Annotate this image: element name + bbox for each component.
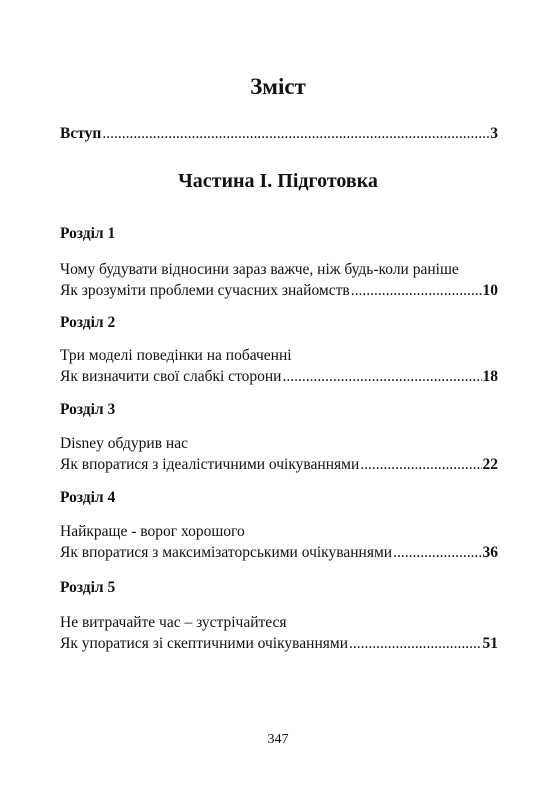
dot-leader (360, 455, 481, 475)
toc-entry-intro (60, 124, 498, 144)
toc-entry-label: Як упоратися зі скептичними очікуваннями (60, 635, 348, 652)
chapter-subtitle: Disney обдурив нас (60, 435, 188, 452)
toc-entry (60, 634, 498, 654)
page-title: Зміст (250, 74, 306, 99)
toc-entry (60, 455, 498, 475)
toc-entry (60, 543, 498, 563)
toc-entry-label: Як впоратися з ідеалістичними очікуваннями (60, 456, 360, 473)
toc-page-number: 36 (482, 544, 498, 561)
toc-entry-label: Як визначити свої слабкі сторони (60, 368, 282, 385)
dot-leader (349, 634, 482, 654)
chapter-heading: Розділ 5 (60, 579, 116, 596)
part-title: Частина І. Підготовка (178, 170, 378, 192)
toc-page-number: 10 (482, 282, 498, 299)
chapter-heading: Розділ 2 (60, 314, 116, 331)
chapter-heading: Розділ 1 (60, 225, 116, 242)
toc-page-number: 3 (490, 125, 498, 142)
chapter-subtitle: Не витрачайте час – зустрічайтеся (60, 614, 287, 631)
dot-leader (282, 367, 481, 387)
dot-leader (102, 124, 489, 144)
toc-page-number: 22 (482, 456, 498, 473)
dot-leader (351, 281, 482, 301)
toc-page-number: 18 (482, 368, 498, 385)
chapter-subtitle: Найкраще - ворог хорошого (60, 523, 245, 540)
toc-entry-label: Вступ (60, 125, 102, 142)
page-number: 347 (267, 732, 289, 747)
chapter-subtitle: Чому будувати відносини зараз важче, ніж будь-коли раніше (60, 261, 459, 278)
toc-entry (60, 281, 498, 301)
toc-entry-label: Як впоратися з максимізаторськими очікуваннями (60, 544, 393, 561)
toc-page-number: 51 (482, 635, 498, 652)
toc-entry (60, 367, 498, 387)
chapter-heading: Розділ 3 (60, 401, 116, 418)
chapter-subtitle: Три моделі поведінки на побаченні (60, 347, 292, 364)
chapter-heading: Розділ 4 (60, 489, 116, 506)
dot-leader (393, 543, 481, 563)
toc-entry-label: Як зрозуміти проблеми сучасних знайомств (60, 282, 350, 299)
